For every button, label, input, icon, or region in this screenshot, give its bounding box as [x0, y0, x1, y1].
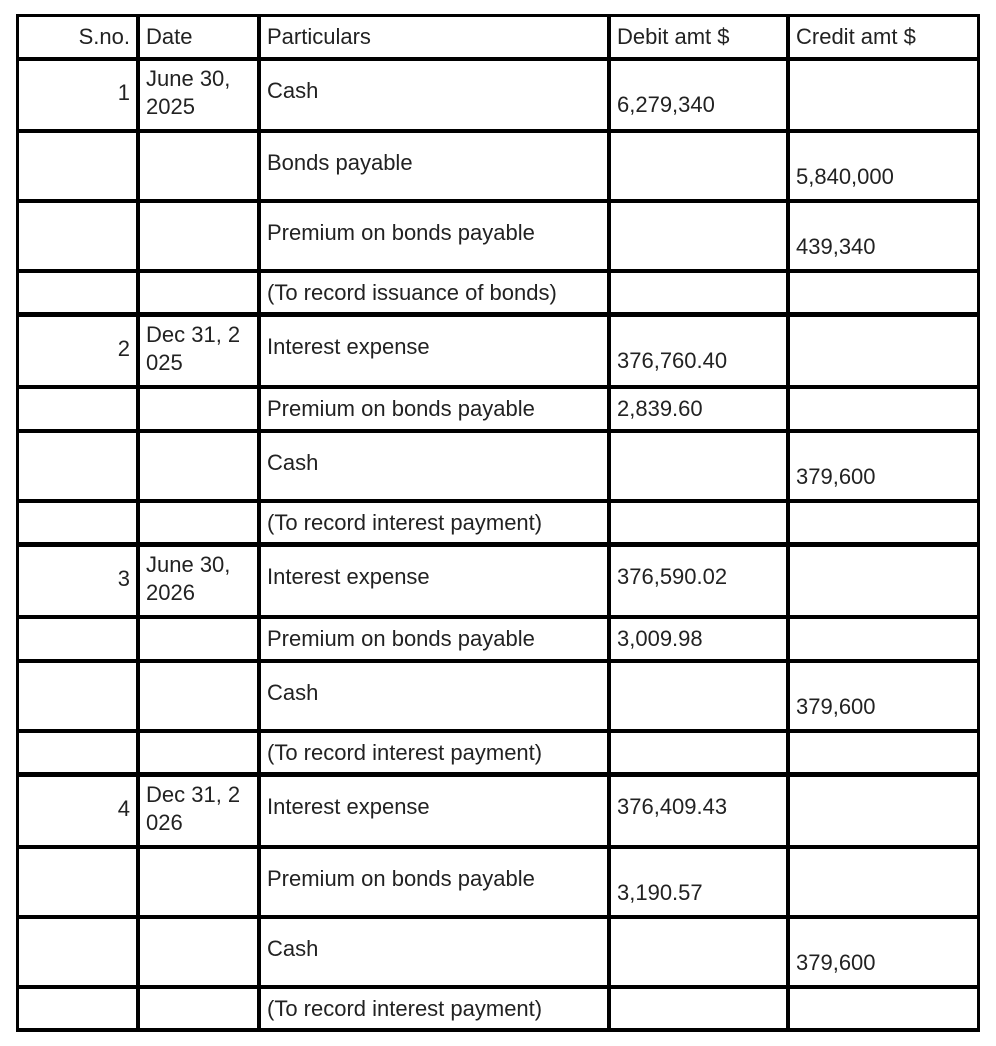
cell-date: Dec 31, 2 025 [140, 317, 257, 385]
cell-debit: 3,190.57 [611, 849, 786, 915]
cell-particulars: (To record interest payment) [261, 989, 607, 1028]
cell-debit: 376,409.43 [611, 777, 786, 845]
cell-sno [19, 619, 136, 659]
cell-date [140, 503, 257, 542]
cell-credit [790, 61, 977, 129]
cell-date [140, 989, 257, 1028]
cell-sno: 1 [19, 61, 136, 129]
cell-debit: 6,279,340 [611, 61, 786, 129]
cell-particulars: Interest expense [261, 317, 607, 385]
cell-sno [19, 503, 136, 542]
cell-credit [790, 317, 977, 385]
journal-entry-table [16, 14, 980, 1032]
cell-debit [611, 133, 786, 199]
cell-date [140, 733, 257, 772]
cell-date: June 30, 2026 [140, 547, 257, 615]
cell-sno [19, 433, 136, 499]
cell-date: June 30, 2025 [140, 61, 257, 129]
cell-credit: 379,600 [790, 919, 977, 985]
header-particulars: Particulars [261, 17, 607, 57]
cell-credit: 379,600 [790, 433, 977, 499]
cell-sno [19, 273, 136, 312]
cell-particulars: (To record interest payment) [261, 733, 607, 772]
header-date: Date [140, 17, 257, 57]
cell-credit: 439,340 [790, 203, 977, 269]
cell-debit [611, 273, 786, 312]
cell-particulars: Cash [261, 433, 607, 499]
cell-credit [790, 849, 977, 915]
cell-sno: 2 [19, 317, 136, 385]
cell-credit [790, 503, 977, 542]
cell-sno [19, 203, 136, 269]
cell-credit [790, 989, 977, 1028]
cell-credit [790, 389, 977, 429]
cell-particulars: Premium on bonds payable [261, 389, 607, 429]
cell-debit [611, 919, 786, 985]
cell-particulars: (To record issuance of bonds) [261, 273, 607, 312]
cell-date [140, 619, 257, 659]
cell-particulars: Cash [261, 919, 607, 985]
cell-debit [611, 503, 786, 542]
cell-particulars: Interest expense [261, 547, 607, 615]
cell-debit [611, 989, 786, 1028]
header-debit: Debit amt $ [611, 17, 786, 57]
header-sno: S.no. [19, 17, 136, 57]
cell-date [140, 849, 257, 915]
cell-date: Dec 31, 2 026 [140, 777, 257, 845]
cell-sno: 4 [19, 777, 136, 845]
cell-date [140, 389, 257, 429]
cell-particulars: Cash [261, 61, 607, 129]
cell-date [140, 919, 257, 985]
cell-particulars: Premium on bonds payable [261, 203, 607, 269]
cell-particulars: Bonds payable [261, 133, 607, 199]
cell-sno [19, 663, 136, 729]
cell-debit [611, 733, 786, 772]
cell-debit [611, 663, 786, 729]
cell-date [140, 433, 257, 499]
cell-particulars: Cash [261, 663, 607, 729]
cell-debit [611, 433, 786, 499]
cell-sno [19, 989, 136, 1028]
cell-sno: 3 [19, 547, 136, 615]
cell-sno [19, 733, 136, 772]
cell-debit: 2,839.60 [611, 389, 786, 429]
cell-credit [790, 547, 977, 615]
cell-date [140, 663, 257, 729]
cell-debit: 376,590.02 [611, 547, 786, 615]
cell-date [140, 203, 257, 269]
cell-credit [790, 273, 977, 312]
cell-sno [19, 919, 136, 985]
cell-credit [790, 733, 977, 772]
cell-debit: 3,009.98 [611, 619, 786, 659]
cell-sno [19, 133, 136, 199]
cell-debit [611, 203, 786, 269]
cell-sno [19, 389, 136, 429]
cell-credit: 379,600 [790, 663, 977, 729]
cell-debit: 376,760.40 [611, 317, 786, 385]
cell-particulars: (To record interest payment) [261, 503, 607, 542]
header-credit: Credit amt $ [790, 17, 977, 57]
cell-credit [790, 619, 977, 659]
cell-date [140, 133, 257, 199]
cell-sno [19, 849, 136, 915]
cell-credit [790, 777, 977, 845]
cell-particulars: Premium on bonds payable [261, 619, 607, 659]
cell-particulars: Interest expense [261, 777, 607, 845]
cell-particulars: Premium on bonds payable [261, 849, 607, 915]
cell-date [140, 273, 257, 312]
cell-credit: 5,840,000 [790, 133, 977, 199]
